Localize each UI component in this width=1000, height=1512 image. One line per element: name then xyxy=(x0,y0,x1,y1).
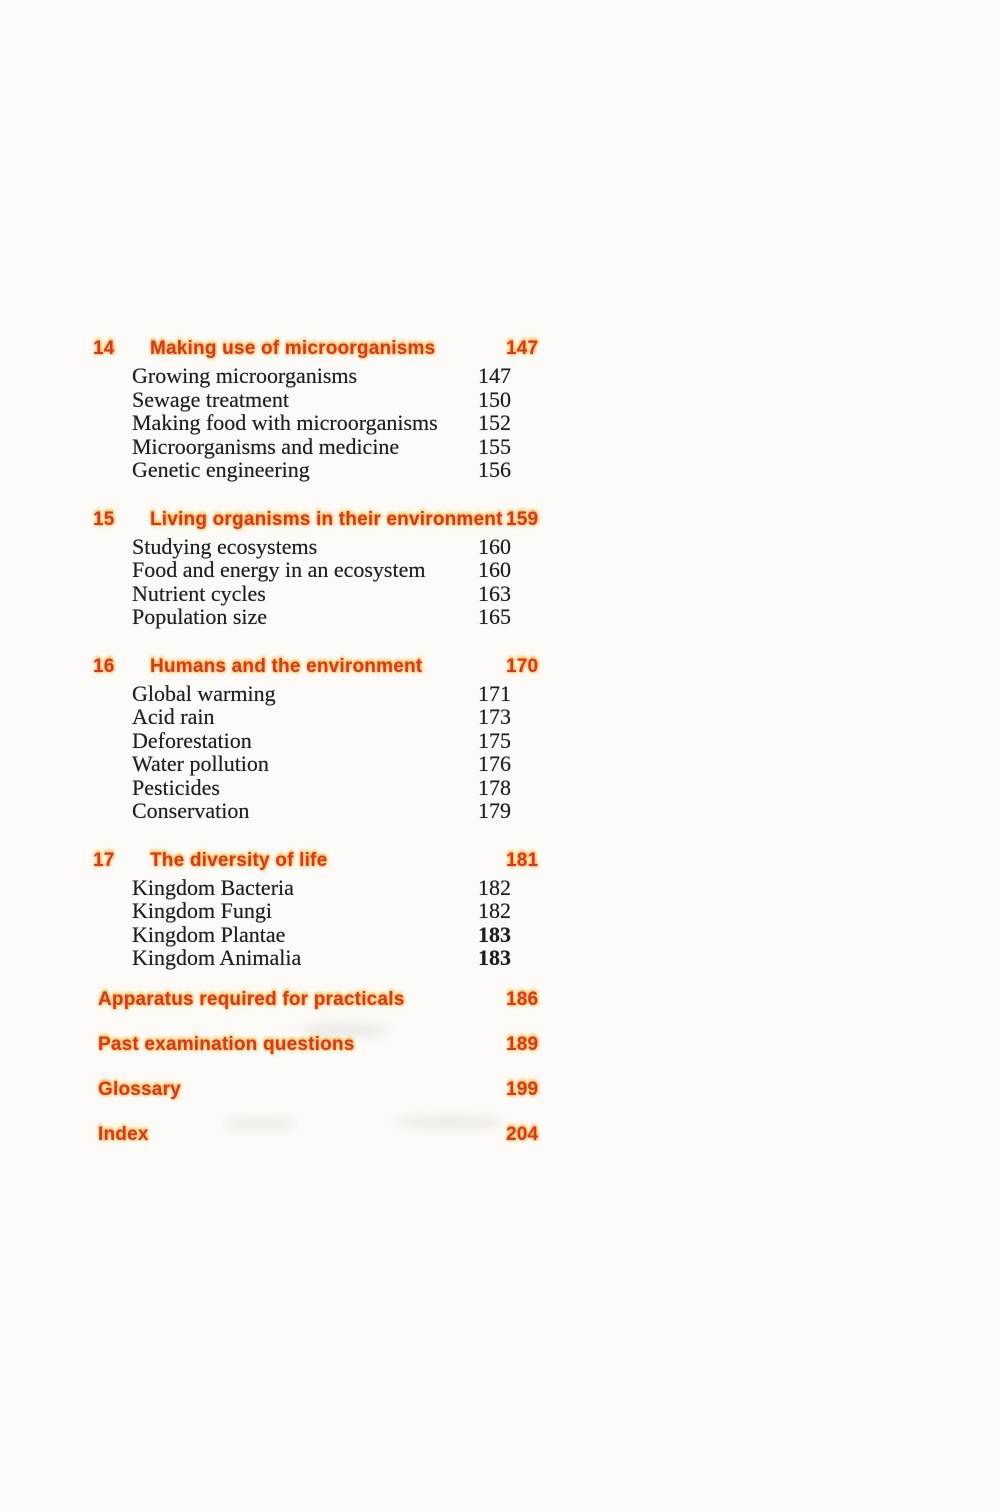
scan-smudge xyxy=(300,1025,390,1035)
entry-label: Conservation xyxy=(132,798,250,823)
entry-label: Water pollution xyxy=(132,751,269,776)
entry-label: Studying ecosystems xyxy=(132,533,318,559)
entry-label: Acid rain xyxy=(132,704,215,729)
entry-label: Kingdom Animalia xyxy=(132,945,302,970)
entry-label: Deforestation xyxy=(132,727,252,753)
entry-page: 171 xyxy=(478,680,511,706)
entry-label: Making food with microorganisms xyxy=(132,410,438,435)
entry-page: 163 xyxy=(478,580,511,606)
entry-page: 156 xyxy=(478,457,511,482)
entry-label: Sewage treatment xyxy=(132,386,289,412)
entry-page: 179 xyxy=(478,798,511,823)
back-label: Apparatus required for practicals xyxy=(98,988,405,1010)
back-matter-row xyxy=(0,1033,1000,1057)
entry-label: Population size xyxy=(132,604,268,629)
back-label: Glossary xyxy=(98,1078,181,1100)
back-page: 199 xyxy=(506,1078,539,1100)
back-page: 189 xyxy=(506,1033,539,1055)
back-matter-row xyxy=(0,1123,1000,1147)
back-page: 186 xyxy=(506,988,539,1010)
chapter-page: 181 xyxy=(506,849,539,871)
toc-entry-row xyxy=(0,582,1000,606)
toc-entry-row xyxy=(0,535,1000,559)
chapter-entries xyxy=(0,364,1000,482)
back-matter-row xyxy=(0,988,1000,1012)
chapter-entries xyxy=(0,682,1000,823)
toc-entry-row xyxy=(0,946,1000,970)
chapter-title: Humans and the environment xyxy=(150,655,423,677)
entry-page: 150 xyxy=(478,386,511,412)
chapter-heading xyxy=(0,337,1000,361)
chapter-page: 147 xyxy=(506,338,539,359)
toc-entry-row xyxy=(0,458,1000,482)
back-matter-row xyxy=(0,1078,1000,1102)
entry-label: Kingdom Plantae xyxy=(132,921,286,947)
chapter-title: Living organisms in their environment xyxy=(150,508,503,530)
toc-entry-row xyxy=(0,705,1000,729)
entry-label: Kingdom Bacteria xyxy=(132,874,294,900)
toc-entry-row xyxy=(0,799,1000,823)
entry-page: 165 xyxy=(478,604,511,629)
entry-page: 175 xyxy=(478,727,511,753)
toc-chapter xyxy=(0,655,1000,823)
entry-label: Nutrient cycles xyxy=(132,580,266,606)
toc-entry-row xyxy=(0,435,1000,459)
chapter-entries xyxy=(0,535,1000,629)
toc-entry-row xyxy=(0,752,1000,776)
toc-chapter xyxy=(0,508,1000,629)
entry-label: Growing microorganisms xyxy=(132,363,358,388)
entry-page: 160 xyxy=(478,557,511,582)
back-page: 204 xyxy=(506,1123,539,1145)
toc-entry-row xyxy=(0,776,1000,800)
toc-entry-row xyxy=(0,605,1000,629)
entry-page: 147 xyxy=(478,363,511,388)
entry-label: Genetic engineering xyxy=(132,457,310,482)
entry-page: 183 xyxy=(478,945,511,970)
back-label: Index xyxy=(98,1123,149,1145)
entry-page: 155 xyxy=(478,433,511,459)
entry-label: Kingdom Fungi xyxy=(132,898,272,923)
chapter-heading xyxy=(0,508,1000,532)
toc-content xyxy=(0,337,1000,1168)
scan-smudge xyxy=(395,1118,505,1127)
toc-entry-row xyxy=(0,729,1000,753)
toc-entry-row xyxy=(0,558,1000,582)
scan-smudge xyxy=(225,1120,295,1128)
chapter-entries xyxy=(0,876,1000,970)
entry-label: Microorganisms and medicine xyxy=(132,433,400,459)
toc-entry-row xyxy=(0,388,1000,412)
toc-entry-row xyxy=(0,364,1000,388)
entry-page: 160 xyxy=(478,533,511,559)
entry-page: 182 xyxy=(478,898,511,923)
toc-entry-row xyxy=(0,923,1000,947)
entry-page: 173 xyxy=(478,704,511,729)
entry-page: 176 xyxy=(478,751,511,776)
entry-page: 182 xyxy=(478,874,511,900)
entry-page: 183 xyxy=(478,921,511,947)
chapter-number: 16 xyxy=(93,655,115,677)
chapter-heading xyxy=(0,849,1000,873)
entry-label: Pesticides xyxy=(132,774,220,800)
back-label: Past examination questions xyxy=(98,1033,355,1055)
toc-entry-row xyxy=(0,411,1000,435)
chapter-number: 17 xyxy=(93,849,115,871)
chapter-number: 14 xyxy=(93,338,115,359)
toc-entry-row xyxy=(0,682,1000,706)
entry-label: Food and energy in an ecosystem xyxy=(132,557,426,582)
entry-page: 152 xyxy=(478,410,511,435)
chapter-title: The diversity of life xyxy=(150,849,328,871)
chapter-heading xyxy=(0,655,1000,679)
chapter-page: 159 xyxy=(506,508,539,530)
toc-chapter xyxy=(0,849,1000,970)
chapter-title: Making use of microorganisms xyxy=(150,338,436,359)
toc-chapter xyxy=(0,337,1000,482)
toc-entry-row xyxy=(0,899,1000,923)
chapter-number: 15 xyxy=(93,508,115,530)
toc-chapters xyxy=(0,337,1000,970)
entry-page: 178 xyxy=(478,774,511,800)
entry-label: Global warming xyxy=(132,680,276,706)
chapter-page: 170 xyxy=(506,655,539,677)
toc-entry-row xyxy=(0,876,1000,900)
